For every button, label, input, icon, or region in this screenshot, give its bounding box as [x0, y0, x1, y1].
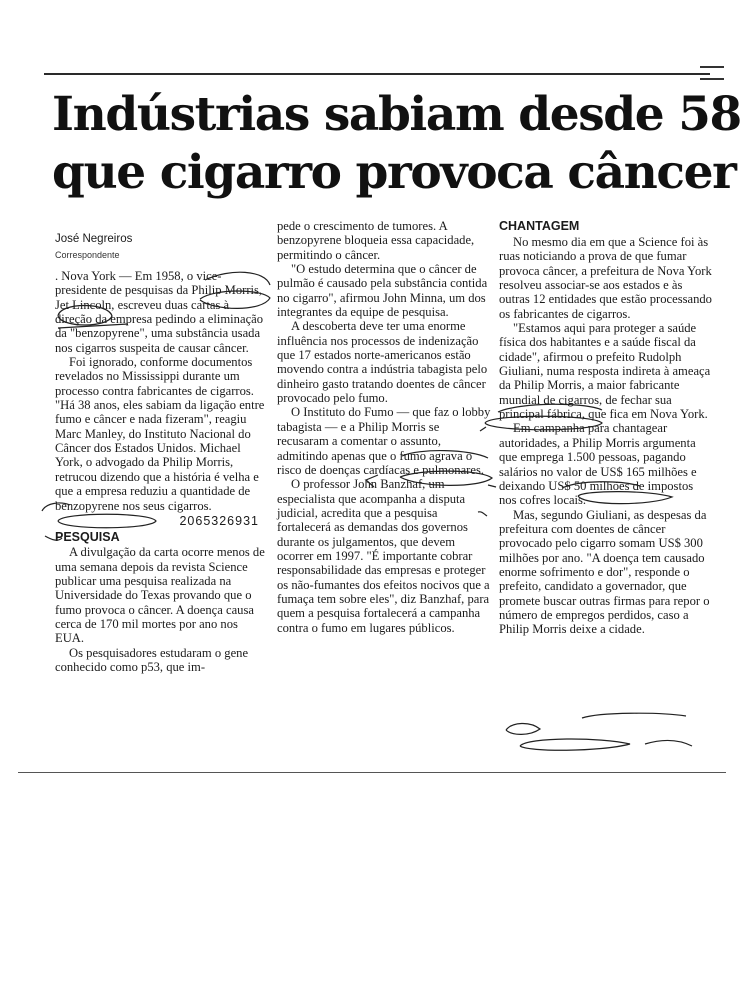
- headline-line-1: Indústrias sabiam desde 58: [52, 87, 741, 142]
- paragraph: pede o crescimento de tumores. A benzopyrene bloqueia essa capacidade, permitindo o câncer.: [277, 219, 475, 262]
- article-column-2: [277, 219, 493, 635]
- pen-underline-mark: [582, 713, 686, 718]
- paragraph: Os pesquisadores estudaram o gene conhecido como p53, que im-: [55, 645, 249, 674]
- article-column-1: [55, 269, 269, 674]
- paragraph: "Estamos aqui para proteger a saúde física dos habitantes e a saúde fiscal da cidade", afirmou o prefeito Rudolph Giuliani, numa resposta indireta à ameaça da Philip Morris, a maior fabricante mundial de cigarros, de fechar sua principal fábrica, que fica em Nova York.: [499, 321, 711, 422]
- article-column-3: [499, 219, 713, 637]
- pen-circle-mark: [520, 739, 630, 750]
- paragraph: "O estudo determina que o câncer de pulmão é causado pela substância contida no cigarro", afirmou John Minna, um dos integrantes da equipe de pesquisa.: [277, 262, 488, 320]
- top-rule: [44, 73, 710, 75]
- bottom-rule: [18, 772, 726, 773]
- paragraph: Em campanha para chantagear autoridades, a Philip Morris argumenta que emprega 1.500 pessoas, pagando salários no valor de US$ 165 milhões e deixando US$ 50 milhões de impostos nos cofres locais.: [499, 421, 697, 508]
- top-rule-mark: [700, 66, 724, 80]
- paragraph: No mesmo dia em que a Science foi às ruas noticiando a prova de que fumar provoca câncer, a prefeitura de Nova York resolveu associar-se aos estados e às outras 12 entidades que estão processando os fabricantes de cigarros.: [499, 235, 712, 321]
- paragraph: O Instituto do Fumo — que faz o lobby tabagista — e a Philip Morris se recusaram a comentar o assunto, admitindo apenas que o fumo agrava o risco de doenças cardíacas e pulmonares.: [277, 405, 491, 477]
- paragraph: . Nova York — Em 1958, o vice-presidente de pesquisas da Philip Morris, Jet Lincoln, escreveu duas cartas à direção da empresa pedindo a eliminação da "benzopyrene", uma substância usada nos cigarros suspeita de causar câncer.: [55, 269, 264, 355]
- pen-underline-mark: [645, 740, 692, 746]
- paragraph: O professor John Banzhaf, um especialista que acompanha a disputa judicial, acredita que a pesquisa fortalecerá as demandas dos governos durante os julgamentos, que devem ocorrer em 1997. "É importante cobrar responsabilidade das empresas e proteger os não-fumantes dos efeitos nocivos que a fumaça tem sobre eles", diz Banzhaf, para quem a pesquisa fortalecerá a campanha contra o fumo em lugares públicos.: [277, 477, 490, 635]
- byline: [55, 232, 132, 262]
- section-subhead-pesquisa: PESQUISA: [55, 530, 120, 545]
- paragraph: Foi ignorado, conforme documentos revelados no Mississippi durante um processo contra fabricantes de cigarros. "Há 38 anos, eles sabiam da ligação entre fumo e câncer e nada fizeram", reagiu Marc Manley, do Instituto Nacional do Câncer dos Estados Unidos. Michael York, o advogado da Philip Morris, retrucou dizendo que a história é velha e que a empresa reduziu a quantidade de benzopyrene nos seus cigarros.: [55, 355, 265, 513]
- pen-circle-mark: [506, 723, 540, 734]
- headline: [52, 86, 741, 202]
- paragraph: A divulgação da carta ocorre menos de uma semana depois da revista Science publicar uma pesquisa realizada na Universidade do Texas provando que o fumo provoca o câncer. A doença causa cerca de 170 mil mortes por ano nos EUA.: [55, 545, 265, 646]
- author-role: Correspondente: [55, 250, 120, 260]
- document-number: 2065326931: [179, 513, 259, 528]
- author-name: José Negreiros: [55, 233, 133, 245]
- paragraph: A descoberta deve ter uma enorme influência nos processos de indenização que 17 estados norte-americanos estão movendo contra a indústria tabagista pelo dinheiro gasto tratando doentes de câncer provocado pelo fumo.: [277, 319, 488, 406]
- headline-line-2: que cigarro provoca câncer: [52, 145, 736, 200]
- paragraph: Mas, segundo Giuliani, as despesas da prefeitura com doentes de câncer provocado pelo cigarro somam US$ 300 milhões por ano. "A doença tem causado enorme sofrimento e dor", responde o prefeito, candidato a governador, que promete buscar outras firmas para repor o número de empregos perdidos, caso a Philip Morris deixe a cidade.: [499, 507, 710, 637]
- section-subhead-chantagem: CHANTAGEM: [499, 219, 580, 233]
